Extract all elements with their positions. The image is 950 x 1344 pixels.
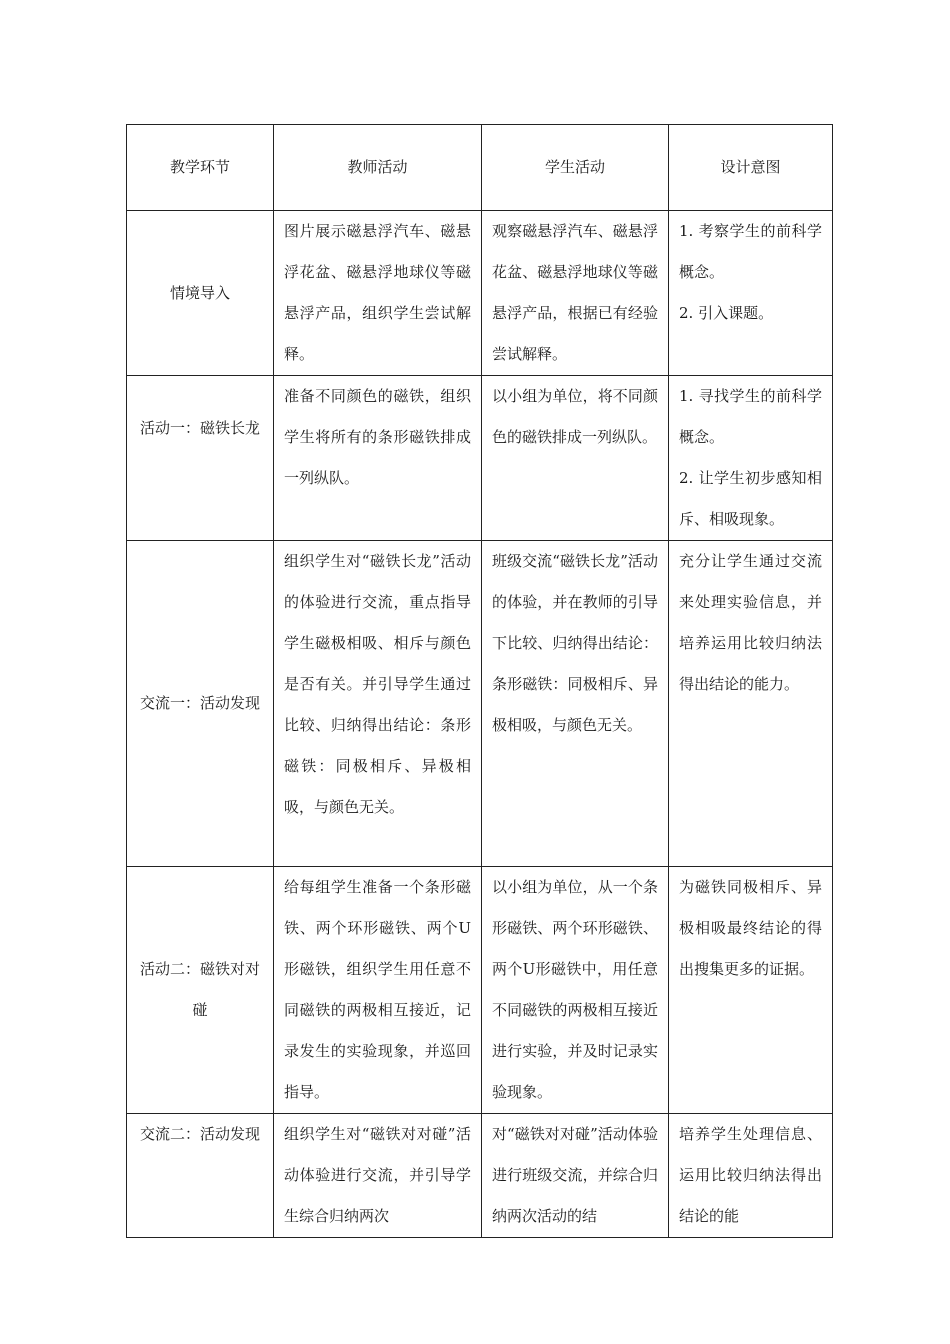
table-row [127,376,833,541]
row-design-intent [669,541,833,867]
row-teacher-activity: 准备不同颜色的磁铁，组织学生将所有的条形磁铁排成一列纵队。 [274,376,482,541]
intent-line: 培养学生处理信息、运用比较归纳法得出结论的能 [679,1125,822,1225]
row-student-activity: 以小组为单位，从一个条形磁铁、两个环形磁铁、两个U形磁铁中，用任意不同磁铁的两极相互接近进行实验，并及时记录实验现象。 [482,867,669,1114]
row-teacher-activity: 图片展示磁悬浮汽车、磁悬浮花盆、磁悬浮地球仪等磁悬浮产品，组织学生尝试解释。 [274,211,482,376]
intent-line: 为磁铁同极相斥、异极相吸最终结论的得出搜集更多的证据。 [679,878,822,978]
lesson-plan-table [126,124,833,1238]
row-design-intent [669,867,833,1114]
header-student-activity: 学生活动 [482,125,669,211]
header-teacher-activity: 教师活动 [274,125,482,211]
row-teacher-activity: 给每组学生准备一个条形磁铁、两个环形磁铁、两个U形磁铁，组织学生用任意不同磁铁的两极相互接近，记录发生的实验现象，并巡回指导。 [274,867,482,1114]
row-design-intent [669,376,833,541]
table-row [127,211,833,376]
header-design-intent: 设计意图 [669,125,833,211]
row-student-activity: 班级交流“磁铁长龙”活动的体验，并在教师的引导下比较、归纳得出结论：条形磁铁：同极相斥、异极相吸，与颜色无关。 [482,541,669,867]
row-student-activity: 对“磁铁对对碰”活动体验进行班级交流，并综合归纳两次活动的结 [482,1114,669,1238]
intent-line: 1. 考察学生的前科学概念。 [679,222,822,281]
row-stage: 交流一：活动发现 [127,541,274,867]
table-row [127,1114,833,1238]
row-teacher-activity: 组织学生对“磁铁对对碰”活动体验进行交流，并引导学生综合归纳两次 [274,1114,482,1238]
table-row [127,541,833,867]
intent-line: 充分让学生通过交流来处理实验信息，并培养运用比较归纳法得出结论的能力。 [679,552,822,693]
row-stage: 交流二：活动发现 [127,1114,274,1238]
row-design-intent [669,211,833,376]
row-stage: 活动二：磁铁对对碰 [127,867,274,1114]
row-student-activity: 以小组为单位，将不同颜色的磁铁排成一列纵队。 [482,376,669,541]
row-design-intent [669,1114,833,1238]
table-row [127,867,833,1114]
row-stage: 情境导入 [127,211,274,376]
intent-line: 2. 引入课题。 [679,304,774,322]
header-stage: 教学环节 [127,125,274,211]
intent-line: 1. 寻找学生的前科学概念。 [679,387,822,446]
row-student-activity: 观察磁悬浮汽车、磁悬浮花盆、磁悬浮地球仪等磁悬浮产品，根据已有经验尝试解释。 [482,211,669,376]
table-header-row [127,125,833,211]
intent-line: 2. 让学生初步感知相斥、相吸现象。 [679,469,822,528]
row-teacher-activity: 组织学生对“磁铁长龙”活动的体验进行交流，重点指导学生磁极相吸、相斥与颜色是否有关。并引导学生通过比较、归纳得出结论：条形磁铁：同极相斥、异极相吸，与颜色无关。 [274,541,482,867]
row-stage: 活动一：磁铁长龙 [127,376,274,541]
